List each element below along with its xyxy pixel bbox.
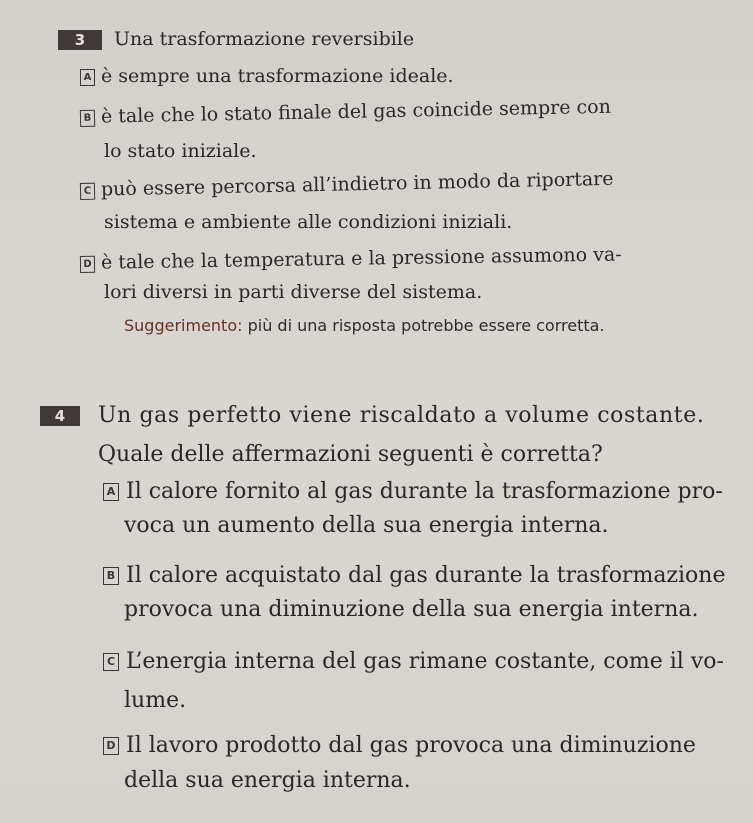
question-number: 3 [58,30,102,50]
hint-label: Suggerimento: [124,316,243,335]
option-text: è tale che lo stato finale del gas coincide sempre con [100,95,612,128]
option-b[interactable] [80,96,611,129]
option-c-cont: lume. [124,688,187,713]
option-text: Il calore fornito al gas durante la trasformazione pro- [126,479,723,504]
option-a-cont: voca un aumento della sua energia interna. [124,513,609,538]
option-letter: A [103,483,119,501]
option-d[interactable] [80,243,622,274]
option-c[interactable] [80,168,614,202]
option-letter: D [103,737,119,755]
option-text: è sempre una trasformazione ideale. [101,65,454,87]
option-d-cont: lori diversi in parti diverse del sistema. [104,281,483,303]
option-d-cont: della sua energia interna. [124,768,411,793]
option-b[interactable] [103,563,726,589]
option-a[interactable] [80,65,454,88]
option-letter: B [103,567,119,585]
option-c[interactable] [103,649,724,675]
option-text: è tale che la temperatura e la pressione assumono va- [100,243,622,274]
option-d[interactable] [103,733,696,759]
option-letter: B [80,110,95,127]
option-text: L’energia interna del gas rimane costante, come il vo- [126,649,724,674]
option-text: può essere percorsa all’indietro in modo da riportare [100,167,614,201]
option-letter: D [80,256,95,273]
question-title: Una trasformazione reversibile [114,28,415,50]
hint-text: più di una risposta potrebbe essere corretta. [242,316,605,335]
option-b-cont: provoca una diminuzione della sua energia interna. [124,597,699,622]
option-a[interactable] [103,479,723,505]
option-text: Il lavoro prodotto dal gas provoca una diminuzione [126,733,696,758]
hint [124,316,605,335]
option-letter: A [80,69,95,86]
question-stem-line1: Un gas perfetto viene riscaldato a volume costante. [98,403,705,428]
option-letter: C [103,653,119,671]
option-c-cont: sistema e ambiente alle condizioni iniziali. [104,211,513,233]
question-number: 4 [40,406,80,426]
question-stem-line2: Quale delle affermazioni seguenti è corretta? [98,442,603,467]
option-text: Il calore acquistato dal gas durante la trasformazione [126,563,726,588]
option-letter: C [80,183,95,200]
option-b-cont: lo stato iniziale. [104,140,257,162]
